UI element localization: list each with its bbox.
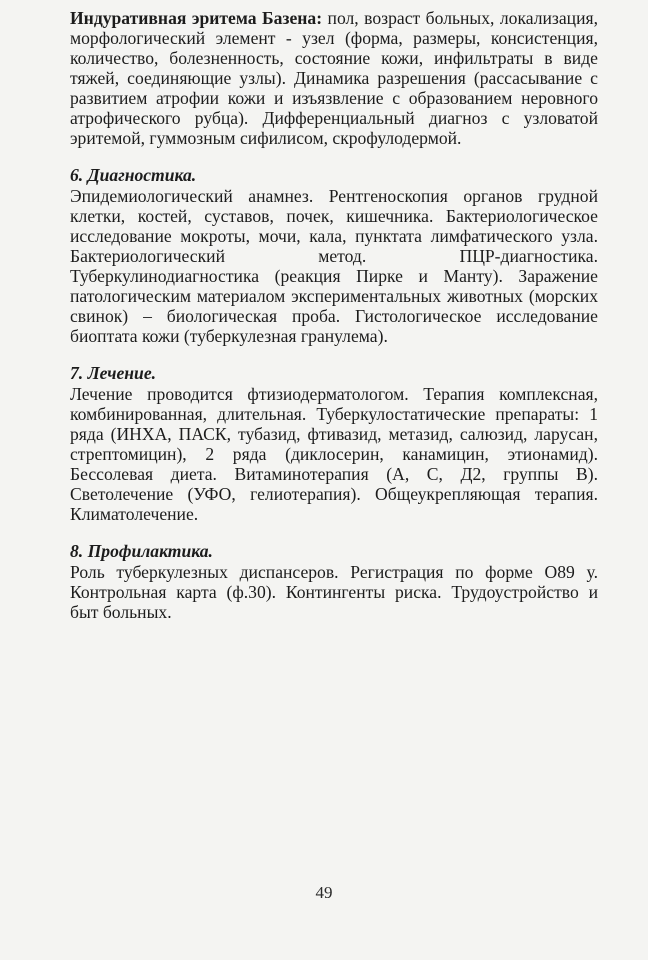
- page-number: 49: [315, 883, 333, 902]
- section-prevention-body: Роль туберкулезных диспансеров. Регистрация по форме О89 у. Контрольная карта (ф.30). Контингенты риска. Трудоустройство и быт больных.: [70, 562, 598, 622]
- section-treatment-body: Лечение проводится фтизиодерматологом. Терапия комплексная, комбинированная, длительная. Туберкулостатические препараты: 1 ряда (ИНХА, ПАСК, тубазид, фтивазид, метазид, салюзид, ларусан, стрептомицин), 2 ряда (диклосерин, канамицин, этионамид). Бессолевая диета. Витаминотерапия (А, С, Д2, группы В). Светолечение (УФО, гелиотерапия). Общеукрепляющая терапия. Климатолечение.: [70, 384, 598, 524]
- section-treatment-heading: 7. Лечение.: [70, 363, 157, 383]
- section-diagnostics-heading: 6. Диагностика.: [70, 165, 197, 185]
- intro-lead: Индуративная эритема Базена:: [70, 8, 323, 28]
- section-prevention-heading: 8. Профилактика.: [70, 541, 213, 561]
- intro-paragraph: [70, 8, 598, 148]
- intro-text: пол, возраст больных, локализация, морфологический элемент - узел (форма, размеры, консистенция, количество, болезненность, состояние кожи, инфильтраты в виде тяжей, соединяющие узлы). Динамика разрешения (рассасывание с развитием атрофии кожи и изъязвление с образованием неровного атрофического рубца). Дифференциальный диагноз с узловатой эритемой, гуммозным сифилисом, скрофулодермой.: [70, 8, 598, 148]
- section-diagnostics: [70, 165, 598, 346]
- page-content: [70, 8, 598, 622]
- section-diagnostics-body: Эпидемиологический анамнез. Рентгеноскопия органов грудной клетки, костей, суставов, почек, кишечника. Бактериологическое исследование мокроты, мочи, кала, пунктата лимфатического узла. Бактериологический метод. ПЦР-диагностика. Туберкулинодиагностика (реакция Пирке и Манту). Заражение патологическим материалом экспериментальных животных (морских свинок) – биологическая проба. Гистологическое исследование биоптата кожи (туберкулезная гранулема).: [70, 186, 598, 346]
- section-prevention: [70, 541, 598, 622]
- section-treatment: [70, 363, 598, 524]
